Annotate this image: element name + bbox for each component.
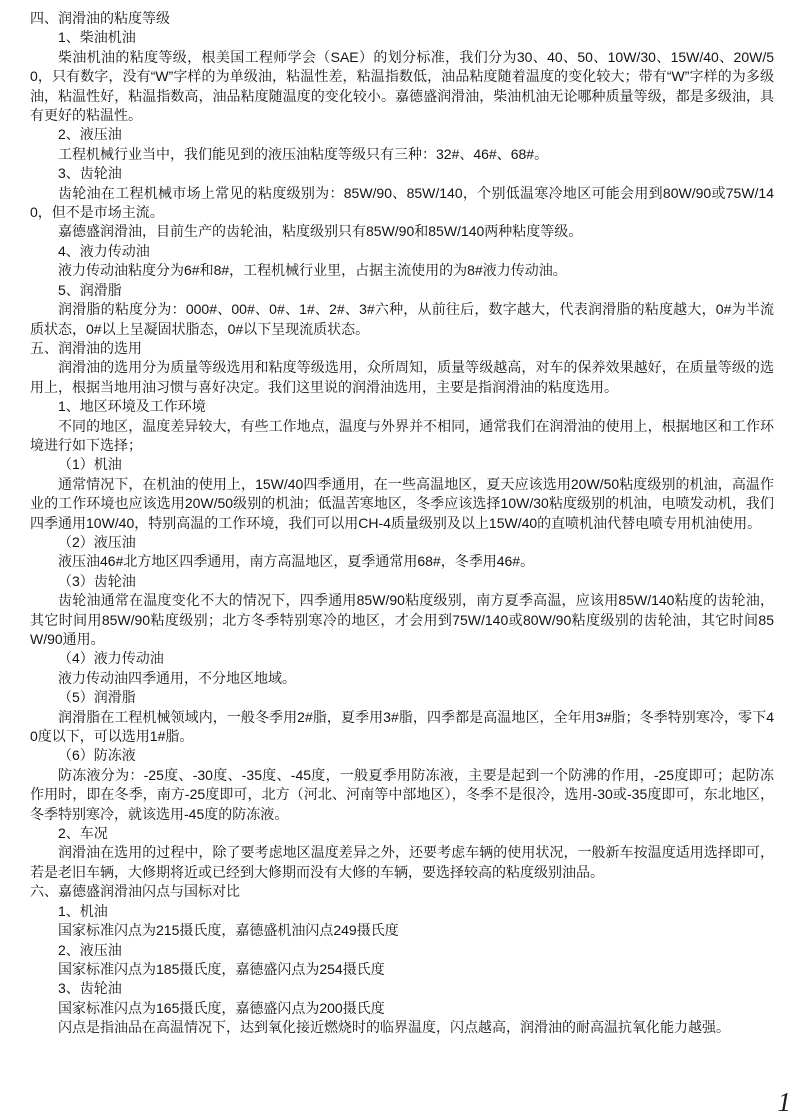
paragraph: 液力传动油四季通用，不分地区地域。 [58,669,296,686]
paragraph: 润滑脂的粘度分为：000#、00#、0#、1#、2#、3#六种，从前往后，数字越大，代表润滑脂的粘度越大，0#为半流质状态，0#以上呈凝固状脂态，0#以下呈现流质状态。 [30,301,774,337]
subheading-vehicle-condition: 2、车况 [58,825,108,842]
paragraph: 润滑脂在工程机械领域内，一般冬季用2#脂，夏季用3#脂，四季都是高温地区，全年用3#脂；冬季特别寒冷，零下40度以下，可以选用1#脂。 [30,708,774,745]
page-number: 1 [777,1087,791,1117]
paragraph: 不同的地区，温度差异较大，有些工作地点，温度与外界并不相同，通常我们在润滑油的使用上，根据地区和工作环境进行如下选择； [30,417,774,453]
paragraph: 润滑油在选用的过程中，除了要考虑地区温度差异之外，还要考虑车辆的使用状况，一般新车按温度适用选择即可，若是老旧车辆，大修期将近或已经到大修期而没有大修的车辆，要选择较高的粘度级别油品。 [30,844,774,880]
subheading-flashpoint-gear-oil: 3、齿轮油 [58,980,122,997]
paragraph: 国家标准闪点为165摄氏度，嘉德盛闪点为200摄氏度 [58,999,385,1016]
subheading-torque-converter-oil-selection: （4）液力传动油 [58,650,164,667]
paragraph: 国家标准闪点为185摄氏度，嘉德盛闪点为254摄氏度 [58,960,385,977]
paragraph: 工程机械行业当中，我们能见到的液压油粘度等级只有三种：32#、46#、68#。 [58,145,549,162]
subheading-hydraulic-oil: 2、液压油 [58,126,122,143]
subheading-grease: 5、润滑脂 [58,281,122,298]
paragraph: 防冻液分为：-25度、-30度、-35度、-45度，一般夏季用防冻液，主要是起到一个防沸的作用，-25度即可；起防冻作用时，即在冬季，南方-25度即可，北方（河北、河南等中部地区），冬季不是很冷，选用-30或-35度即可，东北地区，冬季特别寒冷，就该选用-45度的防冻液。 [30,766,774,822]
paragraph: 国家标准闪点为215摄氏度，嘉德盛机油闪点249摄氏度 [58,922,399,939]
paragraph: 润滑油的选用分为质量等级选用和粘度等级选用，众所周知，质量等级越高，对车的保养效果越好，在质量等级的选用上，根据当地用油习惯与喜好决定。我们这里说的润滑油选用，主要是指润滑油的粘度选用。 [30,359,774,395]
paragraph: 齿轮油通常在温度变化不大的情况下，四季通用85W/90粘度级别，南方夏季高温，应该用85W/140粘度的齿轮油，其它时间用85W/90粘度级别；北方冬季特别寒冷的地区，才会用到75W/140或80W/90粘度级别的齿轮油，其它时间85W/90通用。 [30,592,774,647]
document-body [30,9,774,1038]
paragraph: 通常情况下，在机油的使用上，15W/40四季通用，在一些高温地区，夏天应该选用20W/50粘度级别的机油，高温作业的工作环境也应该选用20W/50级别的机油；低温苦寒地区，冬季应该选择10W/30粘度级别的机油，电喷发动机，我们四季通用10W/40，特别高温的工作环境，我们可以用CH-4质量级别及以上15W/40的直喷机油代替电喷专用机油使用。 [30,475,774,531]
section-heading-flash-point-comparison: 六、嘉德盛润滑油闪点与国标对比 [30,883,240,900]
paragraph: 闪点是指油品在高温情况下，达到氧化接近燃烧时的临界温度，闪点越高，润滑油的耐高温抗氧化能力越强。 [58,1019,730,1036]
paragraph: 液压油46#北方地区四季通用，南方高温地区，夏季通常用68#，冬季用46#。 [58,553,535,570]
subheading-antifreeze: （6）防冻液 [58,747,136,764]
subheading-torque-converter-oil: 4、液力传动油 [58,242,150,259]
subheading-hydraulic-oil-selection: （2）液压油 [58,533,136,550]
paragraph: 齿轮油在工程机械市场上常见的粘度级别为：85W/90、85W/140，个别低温寒冷地区可能会用到80W/90或75W/140，但不是市场主流。 [30,184,774,221]
subheading-region-work-environment: 1、地区环境及工作环境 [58,398,206,415]
subheading-grease-selection: （5）润滑脂 [58,689,136,706]
subheading-flashpoint-hydraulic-oil: 2、液压油 [58,941,122,958]
section-heading-oil-selection: 五、润滑油的选用 [30,339,142,356]
subheading-gear-oil: 3、齿轮油 [58,165,122,182]
paragraph: 柴油机油的粘度等级，根美国工程师学会（SAE）的划分标准，我们分为30、40、50、10W/30、15W/40、20W/50，只有数字，没有“W”字样的为单级油，粘温性差，粘温指数低，油品粘度随着温度的变化较大；带有“W”字样的为多级油，粘温性好，粘温指数高，油品粘度随温度的变化较小。嘉德盛润滑油，柴油机油无论哪种质量等级，都是多级油，具有更好的粘温性。 [30,48,774,124]
subheading-engine-oil: （1）机油 [58,456,122,473]
subheading-flashpoint-engine-oil: 1、机油 [58,902,108,919]
paragraph: 液力传动油粘度分为6#和8#，工程机械行业里，占据主流使用的为8#液力传动油。 [58,262,567,279]
subheading-diesel-engine-oil: 1、柴油机油 [58,29,136,46]
paragraph: 嘉德盛润滑油，目前生产的齿轮油，粘度级别只有85W/90和85W/140两种粘度等级。 [58,223,583,240]
section-heading-viscosity-grades: 四、润滑油的粘度等级 [30,10,170,26]
subheading-gear-oil-selection: （3）齿轮油 [58,572,136,589]
